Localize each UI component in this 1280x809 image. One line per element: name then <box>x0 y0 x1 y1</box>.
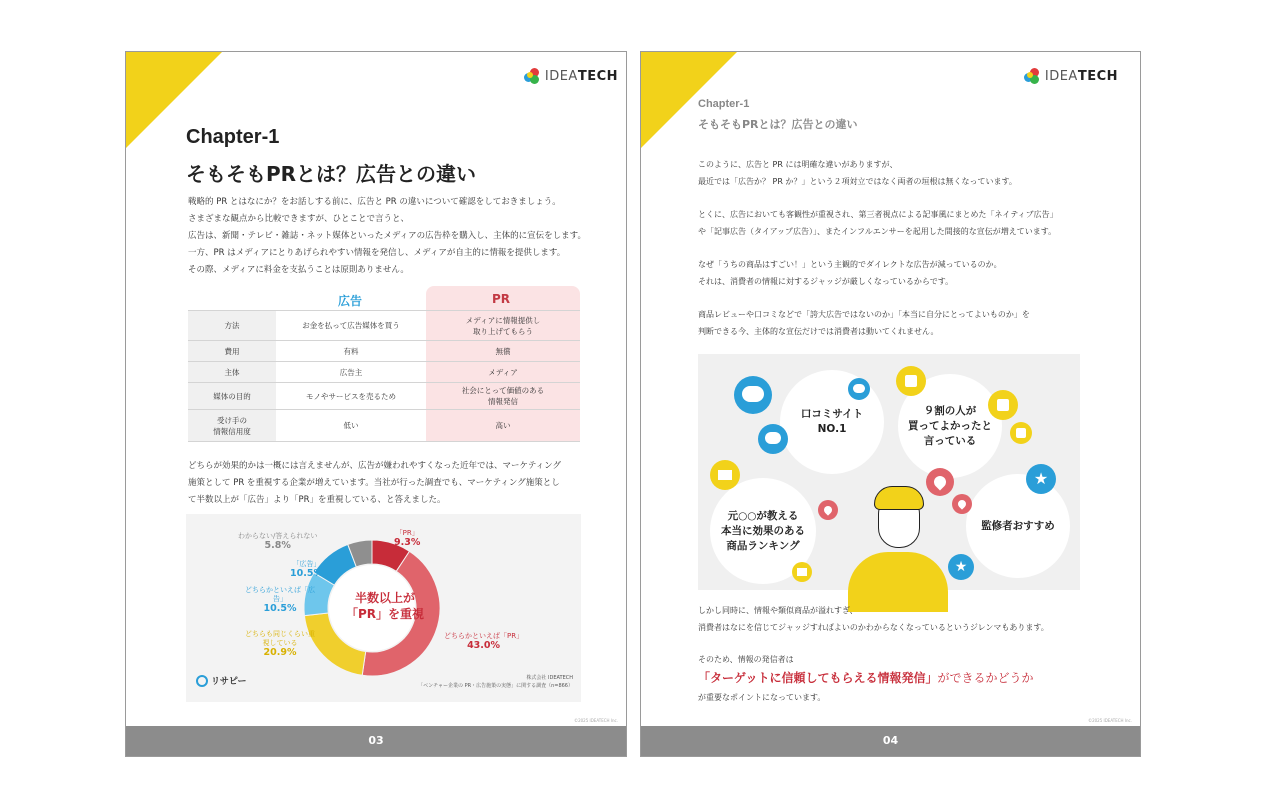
donut-center-text <box>346 590 424 622</box>
text-line: 商品レビューや口コミなどで「誇大広告ではないのか」「本当に自分にとってよいものか」を <box>698 310 1030 319</box>
thumbs-up-icon <box>988 390 1018 420</box>
crown-icon <box>710 460 740 490</box>
row-label: 主体 <box>188 362 276 383</box>
crown-icon <box>792 562 812 582</box>
text-line: 判断できる今、主体的な宣伝だけでは消費者は動いてくれません。 <box>698 327 939 336</box>
slice-value: 10.5% <box>263 603 297 614</box>
cell-ad: 低い <box>276 410 426 442</box>
logo-mark-icon <box>524 68 540 84</box>
cell-pr: 高い <box>426 410 580 442</box>
para-3 <box>698 256 1002 290</box>
emphasis-line <box>698 669 1034 686</box>
text-line: 広告は、新聞・テレビ・雑誌・ネット媒体といったメディアの広告枠を購入し、主体的に宣伝をします。 <box>188 231 586 241</box>
table-row <box>188 311 580 341</box>
bubble-line: NO.1 <box>817 423 847 435</box>
copyright: ©2025 IDEATECH Inc. <box>1088 718 1132 723</box>
chat-bubble-icon <box>848 378 870 400</box>
text-line: さまざまな観点から比較できますが、ひとことで言うと、 <box>188 214 410 224</box>
cell-ad: 有料 <box>276 341 426 362</box>
cell-ad: モノやサービスを売るため <box>276 383 426 410</box>
logo-text-idea: IDEA <box>1044 68 1078 84</box>
page-number: 04 <box>641 726 1140 756</box>
slice-name: どちらかといえば「PR」 <box>444 632 524 640</box>
page-title: そもそもPRとは？広告との違い <box>698 118 858 131</box>
slice-value: 10.5% <box>290 568 323 579</box>
text-line: 施策として PR を重視する企業が増えています。当社が行った調査でも、マーケティング施策とし <box>188 478 560 488</box>
row-label: 方法 <box>188 311 276 341</box>
heart-icon <box>952 494 972 514</box>
slice-label-ad <box>290 560 323 578</box>
risapi-icon <box>196 675 208 687</box>
cell-ad: お金を払って広告媒体を買う <box>276 311 426 341</box>
cell-pr: メディア <box>426 362 580 383</box>
text-line: 戦略的 PR とはなにか？をお話しする前に、広告と PR の違いについて確認をしておきましょう。 <box>188 197 561 207</box>
bubble-line: 元○○が教える <box>727 509 799 522</box>
logo-text-tech: TECH <box>577 68 618 84</box>
text-line: このように、広告と PR には明確な違いがありますが、 <box>698 160 898 169</box>
copyright: ©2025 IDEATECH Inc. <box>574 718 618 723</box>
chapter-label: Chapter-1 <box>698 98 750 110</box>
page-03 <box>125 51 627 757</box>
text-line: しかし同時に、情報や類似商品が溢れすぎ、 <box>698 606 858 615</box>
survey-chart <box>186 514 581 702</box>
slice-name: 「PR」 <box>395 529 419 537</box>
bubble-line: 口コミサイト <box>800 408 864 420</box>
heart-icon <box>818 500 838 520</box>
thinking-person-icon <box>848 482 948 590</box>
center-line: 半数以上が <box>355 591 416 605</box>
page-title: そもそもPRとは？広告との違い <box>186 162 477 186</box>
chat-bubble-icon <box>734 376 772 414</box>
chapter-label: Chapter-1 <box>186 126 280 148</box>
text-line: や「記事広告（タイアップ広告）」、またインフルエンサーを起用した間接的な宣伝が増えています。 <box>698 227 1057 236</box>
page-04 <box>640 51 1141 757</box>
table-header-ad: 広告 <box>338 294 363 308</box>
page-number: 03 <box>126 726 626 756</box>
bubble-line: 本当に効果のある <box>721 524 805 537</box>
review-illustration <box>698 354 1080 590</box>
risapi-logo <box>196 674 246 687</box>
text-line: 最近では「広告か？ PR か？」という２項対立ではなく両者の垣根は無くなっています。 <box>698 177 1017 186</box>
risapi-text: リサピー <box>211 677 247 687</box>
text-line: その際、メディアに料金を支払うことは原則ありません。 <box>188 265 409 275</box>
slice-label-equal <box>242 630 318 657</box>
star-icon: ★ <box>1026 464 1056 494</box>
comparison-table <box>188 310 580 442</box>
emphasis-rest: ができるかどうか <box>937 671 1034 685</box>
text-line: 一方、PR はメディアにとりあげられやすい情報を発信し、メディアが自主的に情報を提供します。 <box>188 248 566 258</box>
table-row <box>188 341 580 362</box>
bubble-line: 買ってよかったと <box>908 419 992 432</box>
cell-ad: 広告主 <box>276 362 426 383</box>
ideatech-logo <box>1024 68 1118 84</box>
emphasis-red: 「ターゲットに信頼してもらえる情報発信」 <box>698 671 938 685</box>
text-line: とくに、広告においても客観性が重視され、第三者視点による記事風にまとめた「ネイティブ広告」 <box>698 210 1058 219</box>
closing-text: が重要なポイントになっています。 <box>698 693 826 702</box>
bubble-line: 監修者おすすめ <box>981 519 1055 532</box>
chat-bubble-icon <box>758 424 788 454</box>
table-row <box>188 362 580 383</box>
para-2 <box>188 458 561 509</box>
slice-label-lean-pr <box>444 632 523 650</box>
cell-pr: 無償 <box>426 341 580 362</box>
para-2 <box>698 206 1058 240</box>
slice-name: どちらかといえば「広告」 <box>245 586 315 603</box>
text-line: 消費者はなにを信じてジャッジすればよいのかわからなくなっているというジレンマもあります。 <box>698 623 1049 632</box>
bubble-supervisor <box>966 474 1070 578</box>
slice-name: わからない/答えられない <box>238 532 318 540</box>
logo-text-tech: TECH <box>1077 68 1118 84</box>
bubble-line: ９割の人が <box>923 404 977 417</box>
slice-value: 5.8% <box>264 540 291 551</box>
logo-text-idea: IDEA <box>544 68 578 84</box>
table-header-pr: PR <box>492 292 511 306</box>
text-line: それは、消費者の情報に対するジャッジが厳しくなっているからです。 <box>698 277 954 286</box>
row-label: 受け手の 情報信用度 <box>188 410 276 442</box>
logo-mark-icon <box>1024 68 1040 84</box>
slice-value: 43.0% <box>467 640 501 651</box>
bubble-line: 商品ランキング <box>726 539 800 552</box>
row-label: 費用 <box>188 341 276 362</box>
source-line: 株式会社 IDEATECH <box>526 675 573 681</box>
intro-text <box>188 194 586 279</box>
table-row <box>188 383 580 410</box>
slice-name: どちらも同じくらい重視している <box>245 630 315 647</box>
ideatech-logo <box>524 68 618 84</box>
table-row <box>188 410 580 442</box>
text-line: て半数以上が「広告」より「PR」を重視している、と答えました。 <box>188 495 446 505</box>
bubble-line: 言っている <box>923 434 977 447</box>
slice-label-unknown <box>238 532 317 550</box>
slice-name: 「広告」 <box>292 560 321 568</box>
para-1 <box>698 156 1017 190</box>
center-line: 「PR」を重視 <box>346 607 425 621</box>
para-4 <box>698 306 1030 340</box>
cell-pr: メディアに情報提供し 取り上げてもらう <box>426 311 580 341</box>
slice-value: 20.9% <box>263 647 297 658</box>
slice-value: 9.3% <box>394 537 421 548</box>
thumbs-up-icon <box>1010 422 1032 444</box>
text-line: なぜ「うちの商品はすごい！」という主観的でダイレクトな広告が減っているのか。 <box>698 260 1002 269</box>
lead-text: そのため、情報の発信者は <box>698 655 794 664</box>
star-icon: ★ <box>948 554 974 580</box>
slice-label-lean-ad <box>244 586 316 613</box>
text-line: どちらが効果的かは一概には言えませんが、広告が嫌われやすくなった近年では、マーケティング <box>188 461 561 471</box>
row-label: 媒体の目的 <box>188 383 276 410</box>
para-5 <box>698 602 1049 636</box>
cell-pr: 社会にとって価値のある 情報発信 <box>426 383 580 410</box>
source-line: 「ベンチャー企業の PR・広告施策の実態」に関する調査（n=866） <box>418 683 573 689</box>
chart-source <box>418 674 573 690</box>
slice-label-pr <box>394 529 420 547</box>
thumbs-up-icon <box>896 366 926 396</box>
